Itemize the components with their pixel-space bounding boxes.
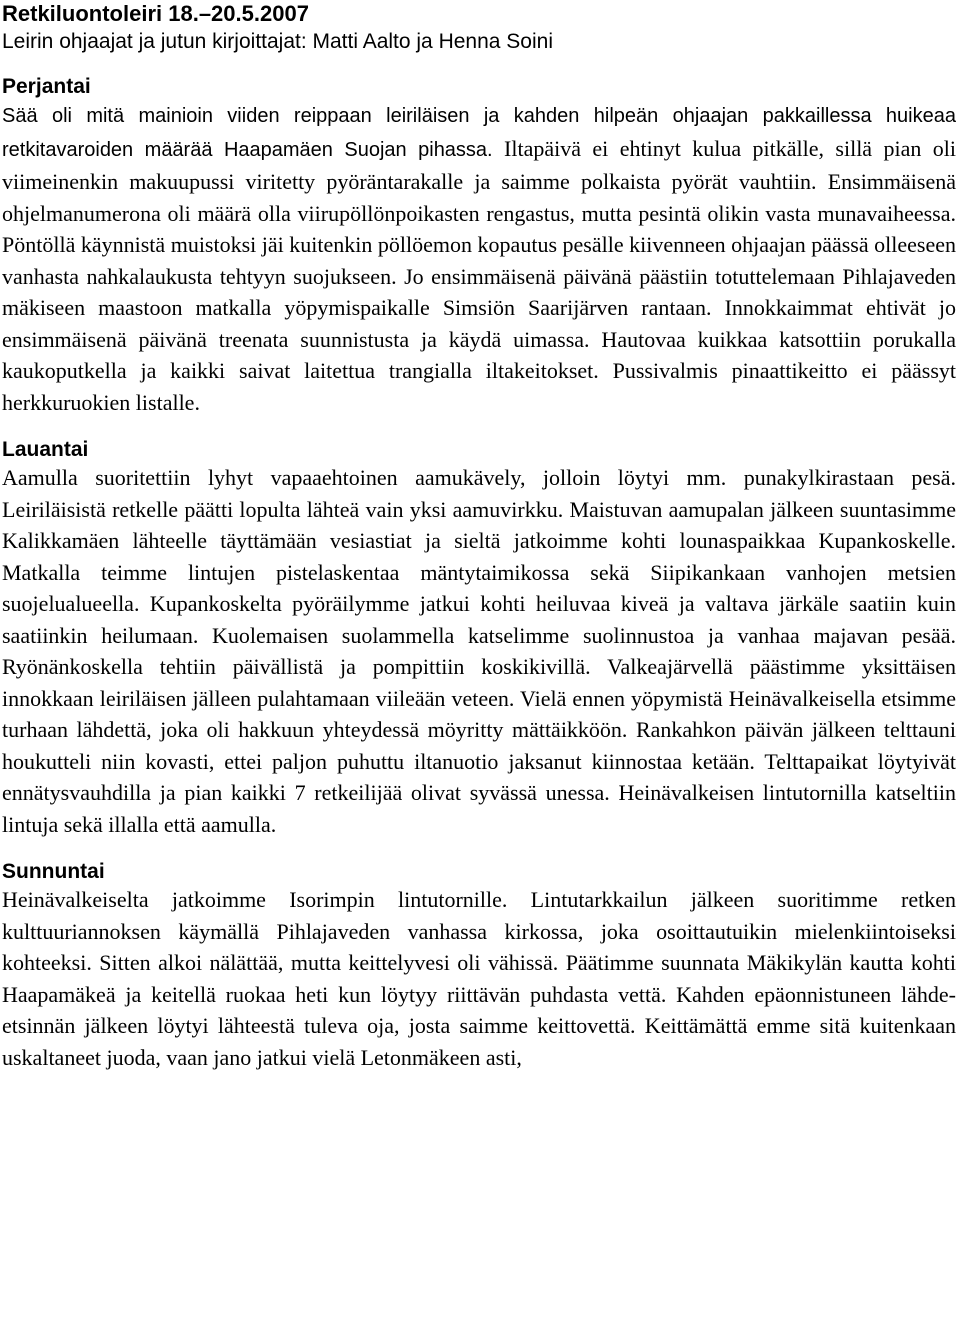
- section-heading-lauantai: Lauantai: [2, 438, 89, 461]
- section-heading-perjantai: Perjantai: [2, 75, 91, 98]
- document-title: Retkiluontoleiri 18.–20.5.2007: [2, 1, 309, 26]
- document-page: [2, 0, 956, 1073]
- document-authors: Leirin ohjaajat ja jutun kirjoittajat: Matti Aalto ja Henna Soini: [2, 30, 553, 53]
- section-heading-sunnuntai: Sunnuntai: [2, 860, 105, 883]
- section-text-perjantai: [2, 99, 956, 418]
- section-text-sunnuntai: Heinävalkeiselta jatkoimme Isorimpin lintutornille. Lintutarkkailun jälkeen suoritimme retken kulttuuriannoksen käymällä Pihlajaveden vanhassa kirkossa, joka osoittautuikin mielenkiintoiseksi kohteeksi. Sitten alkoi nälättää, mutta keittelyvesi oli vähissä. Päätimme suunnata Mäkikylän kautta kohti Haapamäkeä ja keitellä ruokaa heti kun löytyy riittävän puhdasta vettä. Kahden epäonnistuneen lähde-etsinnän jälkeen löytyi lähteestä tuleva oja, josta saimme keittovettä. Keittämättä emme sitä kuitenkaan uskaltaneet juoda, vaan jano jatkui vielä Letonmäkeen asti,: [2, 887, 956, 1070]
- section-body-perjantai: Iltapäivä ei ehtinyt kulua pitkälle, sillä pian oli viimeinenkin makuupussi viritetty pyöräntarakalle ja saimme polkaista pyörät vauhtiin. Ensimmäisenä ohjelmanumerona oli määrä olla viirupöllönpoikasten rengastus, mutta pesintä olikin vasta munavaiheessa. Pöntöllä käynnistä muistoksi jäi kuitenkin pöllöemon kopautus pesälle kiivenneen ohjaajan päässä olleeseen vanhasta nahkalaukusta tehtyyn suojukseen. Jo ensimmäisenä päivänä päästiin totuttelemaan Pihlajaveden mäkiseen maastoon matkalla yöpymispaikalle Simsiön Saarijärven rantaan. Innokkaimmat ehtivät jo ensimmäisenä päivänä treenata suunnistusta ja käydä uimassa. Hautovaa kuikkaa katsottiin porukalla kaukoputkella ja kaikki saivat laitettua trangialla iltakeitokset. Pussivalmis pinaattikeitto ei päässyt herkkuruokien listalle.: [2, 135, 957, 415]
- section-text-lauantai: Aamulla suoritettiin lyhyt vapaaehtoinen aamukävely, jolloin löytyi mm. punakylkirastaan pesä. Leiriläisistä retkelle päätti lopulta lähteä vain yksi aamuvirkku. Maistuvan aamupalan jälkeen suuntasimme Kalikkamäen lähteelle täyttämään vesiastiat ja sieltä jatkoimme kohti lounaspaikkaa Kupankoskelle. Matkalla teimme lintujen pistelaskentaa mäntytaimikossa sekä Siipikankaan vanhojen metsien suojelualueella. Kupankoskelta pyöräilymme jatkui kohti heiluvaa kiveä ja valtava järkäle saatiin kuin saatiinkin heilumaan. Kuolemaisen suolammella katselimme suolinnustoa ja vanhaa majavan pesää. Ryönänkoskella tehtiin päivällistä ja pompittiin koskikivillä. Valkeajärvellä päästimme yksittäisen innokkaan leiriläisen jälleen pulahtamaan viileään veteen. Vielä ennen yöpymistä Heinävalkeisella etsimme turhaan lähdettä, joka oli hakkuun yhteydessä möyritty mättäikköön. Rankahkon päivän jälkeen telttauni houkutteli niin kovasti, ettei paljon puhuttu iltanuotio jaksanut kiinnostaa ketään. Telttapaikat löytyivät ennätysvauhdilla ja pian kaikki 7 retkeilijää olivat syvässä unessa. Heinävalkeisen lintutornilla katseltiin lintuja sekä illalla että aamulla.: [2, 465, 956, 837]
- section-intro-perjantai: Sää oli mitä mainioin viiden reippaan leiriläisen ja kahden hilpeän ohjaajan pakkaillessa huikeaa retkitavaroiden määrää Haapamäen Suojan pihassa.: [2, 105, 956, 161]
